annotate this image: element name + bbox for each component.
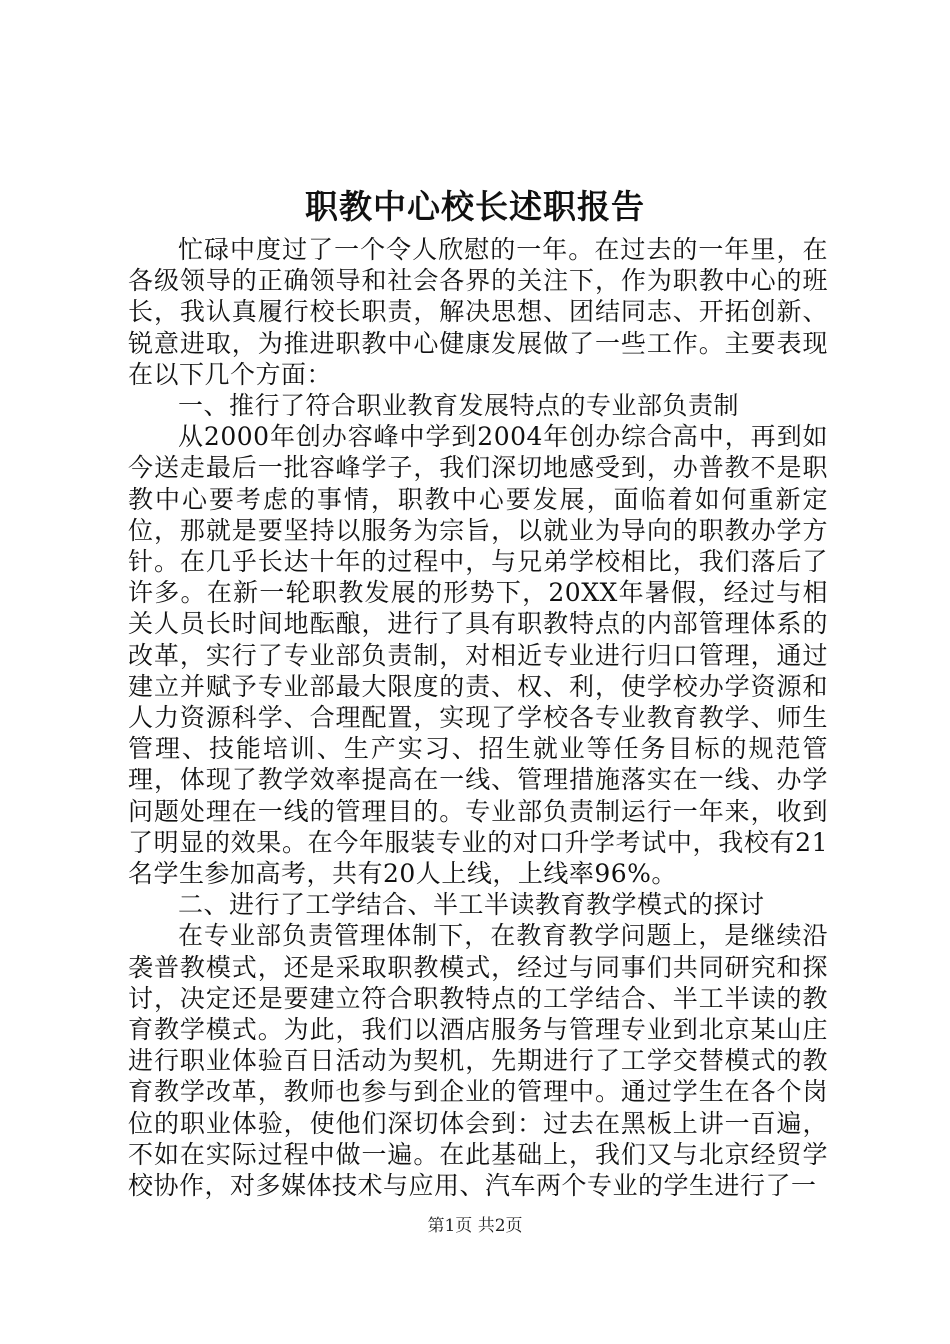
paragraph-section-1: 从2000年创办容峰中学到2004年创办综合高中，再到如今送走最后一批容峰学子，我们深切地感受到，办普教不是职教中心要考虑的事情，职教中心要发展，面临着如何重新定位，那就是要坚持以服务为宗旨，以就业为导向的职教办学方针。在几乎长达十年的过程中，与兄弟学校相比，我们落后了许多。在新一轮职教发展的形势下，20XX年暑假，经过与相关人员长时间地酝酿，进行了具有职教特点的内部管理体系的改革，实行了专业部负责制，对相近专业进行归口管理，通过建立并赋予专业部最大限度的责、权、利，使学校办学资源和人力资源科学、合理配置，实现了学校各专业教育教学、师生管理、技能培训、生产实习、招生就业等任务目标的规范管理，体现了教学效率提高在一线、管理措施落实在一线、办学问题处理在一线的管理目的。专业部负责制运行一年来，收到了明显的效果。在今年服装专业的对口升学考试中，我校有21名学生参加高考，共有20人上线，上线率96%。 xyxy=(128,422,828,889)
paragraph-section-2: 在专业部负责管理体制下，在教育教学问题上，是继续沿袭普教模式，还是采取职教模式，经过与同事们共同研究和探讨，决定还是要建立符合职教特点的工学结合、半工半读的教育教学模式。为此，我们以酒店服务与管理专业到北京某山庄进行职业体验百日活动为契机，先期进行了工学交替模式的教育教学改革，教师也参与到企业的管理中。通过学生在各个岗位的职业体验，使他们深切体会到：过去在黑板上讲一百遍，不如在实际过程中做一遍。在此基础上，我们又与北京经贸学校协作，对多媒体技术与应用、汽车两个专业的学生进行了一 xyxy=(128,921,828,1201)
document-title: 职教中心校长述职报告 xyxy=(305,187,645,226)
section-heading-1: 一、推行了符合职业教育发展特点的专业部负责制 xyxy=(178,391,740,421)
paragraph-intro: 忙碌中度过了一个令人欣慰的一年。在过去的一年里，在各级领导的正确领导和社会各界的关注下，作为职教中心的班长，我认真履行校长职责，解决思想、团结同志、开拓创新、锐意进取，为推进职教中心健康发展做了一些工作。主要表现在以下几个方面： xyxy=(128,235,828,389)
document-body xyxy=(128,234,828,1201)
section-heading-2: 二、进行了工学结合、半工半读教育教学模式的探讨 xyxy=(178,890,765,920)
page-number-footer: 第1页 共2页 xyxy=(427,1216,523,1236)
